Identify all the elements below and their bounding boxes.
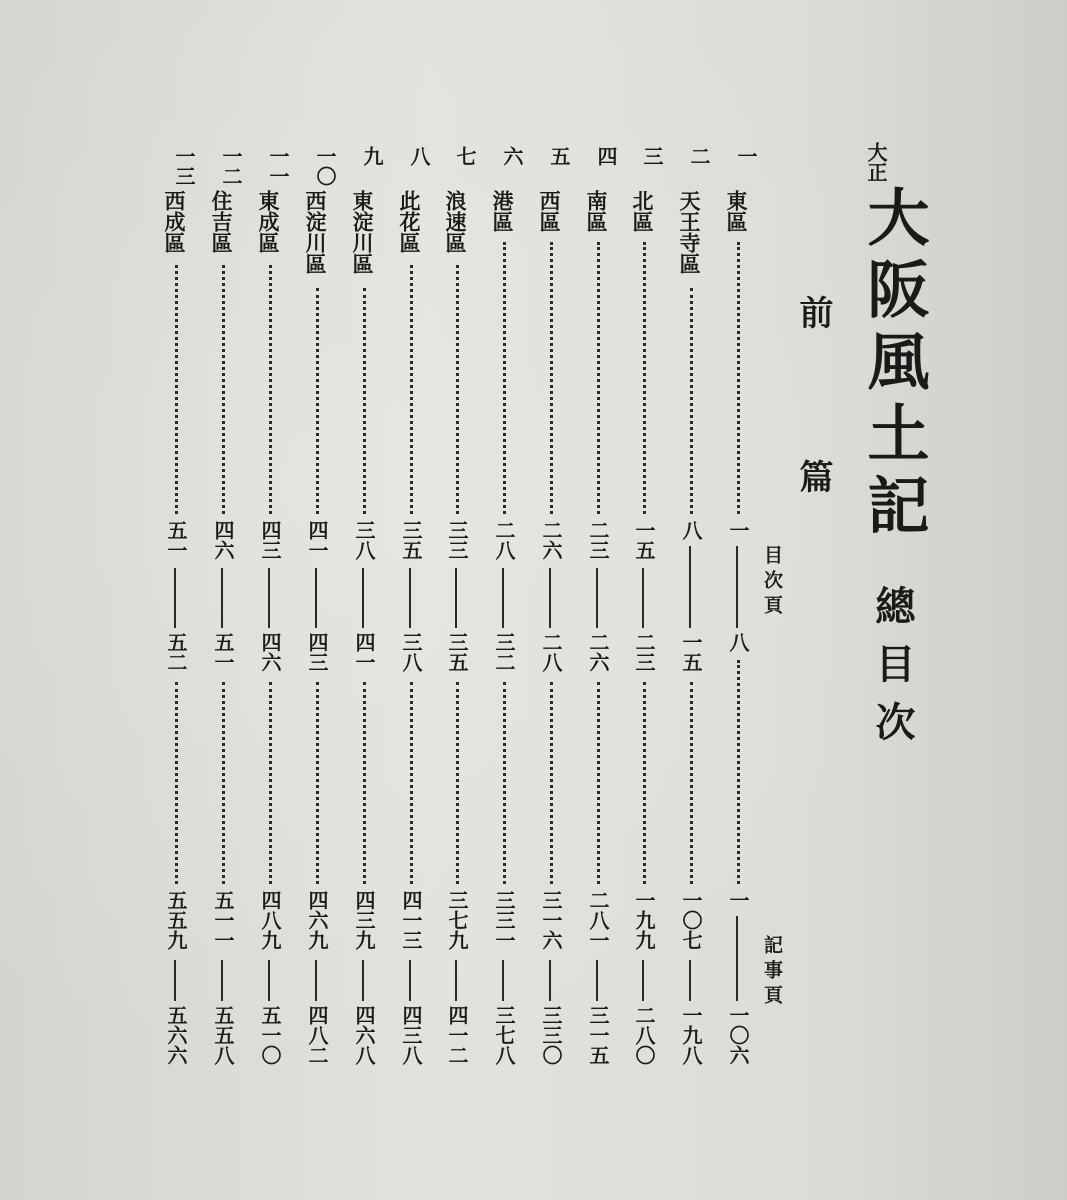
article-page-to: 一九八 xyxy=(679,1005,703,1065)
district-name: 住吉區 xyxy=(209,190,234,253)
range-dash xyxy=(409,960,411,1001)
contents-page-from: 五一 xyxy=(164,520,188,560)
entry-number: 四 xyxy=(594,146,618,166)
district-name: 港區 xyxy=(490,190,515,232)
era-label: 大正 xyxy=(864,142,888,182)
leader-dots xyxy=(316,682,319,884)
article-page-from: 一九九 xyxy=(632,890,656,950)
leader-dots xyxy=(222,265,225,514)
leader-dots xyxy=(690,288,693,514)
range-dash xyxy=(409,568,411,628)
leader-dots xyxy=(316,288,319,514)
range-dash xyxy=(549,960,551,1001)
leader-dots xyxy=(175,682,178,884)
article-page-from: 三三一 xyxy=(492,890,516,950)
leader-dots xyxy=(643,242,646,514)
contents-page-from: 四六 xyxy=(211,520,235,560)
contents-page-to: 五二 xyxy=(164,632,188,672)
contents-page-to: 二六 xyxy=(586,632,610,672)
range-dash xyxy=(221,568,223,628)
leader-dots xyxy=(410,265,413,514)
range-dash xyxy=(736,546,738,628)
range-dash xyxy=(268,960,270,1001)
book-title: 大阪風土記 xyxy=(857,185,930,545)
district-name: 北區 xyxy=(630,190,655,232)
entry-number: 九 xyxy=(360,146,384,166)
article-page-from: 三一六 xyxy=(539,890,563,950)
contents-page-from: 三八 xyxy=(352,520,376,560)
range-dash xyxy=(642,960,644,1001)
article-page-from: 五一一 xyxy=(211,890,235,950)
range-dash xyxy=(642,568,644,628)
leader-dots xyxy=(269,682,272,884)
range-dash xyxy=(455,960,457,1001)
entry-number: 七 xyxy=(453,146,477,166)
district-name: 東成區 xyxy=(256,190,281,253)
entry-number: 三 xyxy=(640,146,664,166)
article-page-from: 三七九 xyxy=(445,890,469,950)
leader-dots xyxy=(269,265,272,514)
leader-dots xyxy=(175,265,178,514)
district-name: 天王寺區 xyxy=(677,190,702,274)
leader-dots xyxy=(643,682,646,884)
leader-dots xyxy=(456,682,459,884)
district-name: 此花區 xyxy=(397,190,422,253)
column-header-article-page: 記事頁 xyxy=(761,935,783,1010)
district-name: 東區 xyxy=(724,190,749,232)
entry-number: 一 xyxy=(734,146,758,166)
leader-dots xyxy=(456,265,459,514)
range-dash xyxy=(174,568,176,628)
contents-page-from: 四三 xyxy=(258,520,282,560)
leader-dots xyxy=(550,682,553,884)
contents-page-to: 三二 xyxy=(492,632,516,672)
contents-page-to: 四六 xyxy=(258,632,282,672)
contents-page-from: 四一 xyxy=(305,520,329,560)
article-page-to: 五六六 xyxy=(164,1005,188,1065)
entry-number: 一二 xyxy=(219,146,243,186)
article-page-to: 五五八 xyxy=(211,1005,235,1065)
range-dash xyxy=(736,916,738,1001)
article-page-to: 四六八 xyxy=(352,1005,376,1065)
district-name: 西成區 xyxy=(162,190,187,253)
article-page-from: 一〇七 xyxy=(679,890,703,950)
entry-number: 二 xyxy=(687,146,711,166)
range-dash xyxy=(596,568,598,628)
leader-dots xyxy=(363,682,366,884)
contents-page-to: 八 xyxy=(726,632,750,652)
article-page-to: 一〇六 xyxy=(726,1005,750,1065)
leader-dots xyxy=(222,682,225,884)
entry-number: 六 xyxy=(500,146,524,166)
article-page-to: 四三八 xyxy=(399,1005,423,1065)
contents-page-to: 三五 xyxy=(445,632,469,672)
contents-page-from: 三三 xyxy=(445,520,469,560)
article-page-to: 三一五 xyxy=(586,1005,610,1065)
contents-page-to: 二三 xyxy=(632,632,656,672)
contents-page-to: 五一 xyxy=(211,632,235,672)
column-header-contents-page: 目次頁 xyxy=(761,545,783,620)
article-page-from: 二八一 xyxy=(586,890,610,950)
range-dash xyxy=(268,568,270,628)
article-page-to: 四八二 xyxy=(305,1005,329,1065)
range-dash xyxy=(502,960,504,1001)
leader-dots xyxy=(597,682,600,884)
contents-page-to: 四三 xyxy=(305,632,329,672)
contents-page-from: 二八 xyxy=(492,520,516,560)
contents-page-from: 一 xyxy=(726,520,750,540)
entry-number: 八 xyxy=(407,146,431,166)
district-name: 浪速區 xyxy=(443,190,468,253)
contents-page-to: 一五 xyxy=(679,632,703,672)
contents-page-from: 二三 xyxy=(586,520,610,560)
range-dash xyxy=(315,960,317,1001)
contents-page-from: 一五 xyxy=(632,520,656,560)
article-page-from: 五五九 xyxy=(164,890,188,950)
range-dash xyxy=(174,960,176,1001)
range-dash xyxy=(362,568,364,628)
article-page-to: 四一二 xyxy=(445,1005,469,1065)
contents-page-from: 三五 xyxy=(399,520,423,560)
contents-page-to: 二八 xyxy=(539,632,563,672)
range-dash xyxy=(502,568,504,628)
district-name: 南區 xyxy=(584,190,609,232)
entry-number: 一三 xyxy=(172,146,196,186)
leader-dots xyxy=(550,242,553,514)
range-dash xyxy=(689,546,691,628)
article-page-from: 四一三 xyxy=(399,890,423,950)
leader-dots xyxy=(737,660,740,884)
leader-dots xyxy=(597,242,600,514)
article-page-from: 四六九 xyxy=(305,890,329,950)
leader-dots xyxy=(363,288,366,514)
article-page-to: 三三〇 xyxy=(539,1005,563,1065)
range-dash xyxy=(315,568,317,628)
range-dash xyxy=(549,568,551,628)
article-page-from: 一 xyxy=(726,890,750,910)
article-page-to: 三七八 xyxy=(492,1005,516,1065)
leader-dots xyxy=(503,242,506,514)
article-page-from: 四八九 xyxy=(258,890,282,950)
range-dash xyxy=(221,960,223,1001)
district-name: 東淀川區 xyxy=(350,190,375,274)
entry-number: 一〇 xyxy=(313,146,337,186)
leader-dots xyxy=(410,682,413,884)
range-dash xyxy=(362,960,364,1001)
article-page-to: 二八〇 xyxy=(632,1005,656,1065)
article-page-to: 五一〇 xyxy=(258,1005,282,1065)
contents-page-to: 三八 xyxy=(399,632,423,672)
leader-dots xyxy=(737,242,740,514)
contents-page-from: 八 xyxy=(679,520,703,540)
show-through-text xyxy=(180,380,260,492)
leader-dots xyxy=(503,682,506,884)
range-dash xyxy=(689,960,691,1001)
range-dash xyxy=(455,568,457,628)
district-name: 西淀川區 xyxy=(303,190,328,274)
contents-page-from: 二六 xyxy=(539,520,563,560)
entry-number: 一一 xyxy=(266,146,290,186)
leader-dots xyxy=(690,682,693,884)
contents-page-to: 四一 xyxy=(352,632,376,672)
contents-heading: 總目次 xyxy=(869,585,916,759)
entry-number: 五 xyxy=(547,146,571,166)
article-page-from: 四三九 xyxy=(352,890,376,950)
range-dash xyxy=(596,960,598,1001)
district-name: 西區 xyxy=(537,190,562,232)
part-heading: 前篇 xyxy=(793,295,833,623)
